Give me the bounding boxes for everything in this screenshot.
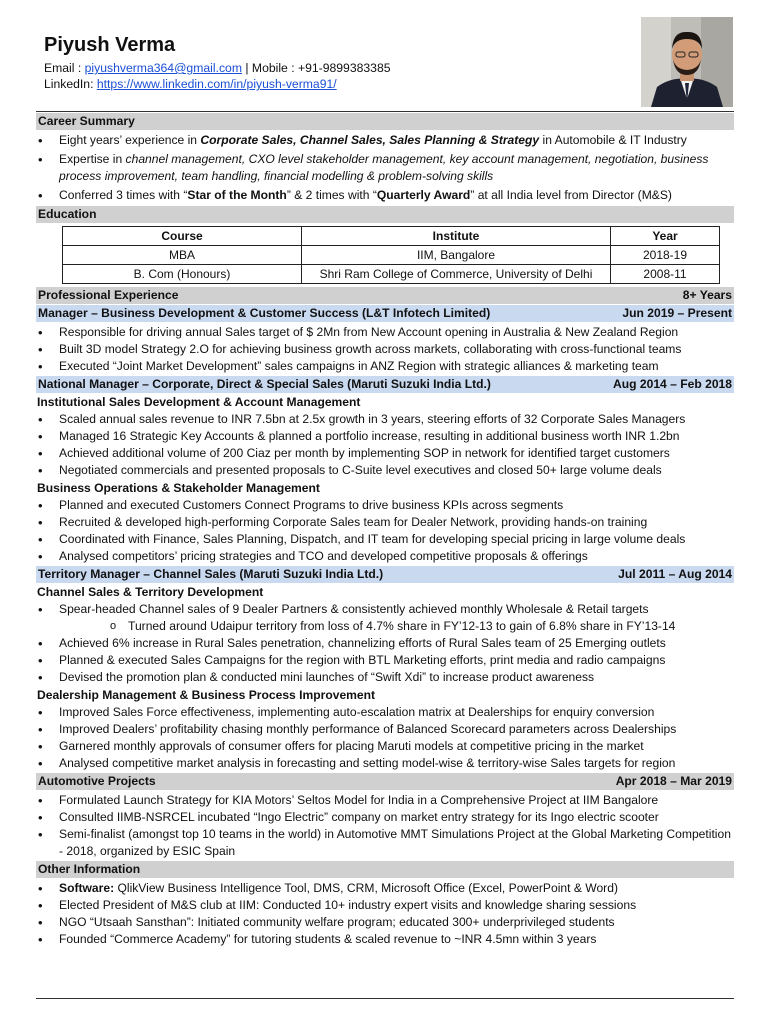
subheading: Channel Sales & Territory Development — [37, 585, 264, 599]
table-cell: MBA — [63, 246, 302, 265]
list-item: • Achieved 6% increase in Rural Sales penetration, channelizing efforts of Rural Sales team of 25 Emerging outlets — [36, 635, 734, 652]
lti-list — [36, 324, 734, 375]
linkedin-label: LinkedIn: — [44, 77, 97, 91]
subheading: Dealership Management & Business Process Improvement — [37, 688, 376, 702]
email-label: Email : — [44, 61, 85, 75]
email-link[interactable]: piyushverma364@gmail.com — [84, 61, 242, 75]
list-item: • Planned & executed Sales Campaigns for the region with BTL Marketing efforts, print media and radio campaigns — [36, 652, 734, 669]
table-cell: 2018-19 — [611, 246, 720, 265]
role-dates: Aug 2014 – Feb 2018 — [613, 377, 732, 391]
table-row — [63, 265, 720, 284]
role-title: Manager – Business Development & Customer Success (L&T Infotech Limited) — [38, 306, 491, 320]
list-item: • Improved Sales Force effectiveness, implementing auto-escalation matrix at Dealerships for enquiry conversion — [36, 704, 734, 721]
list-item: • Achieved additional volume of 200 Ciaz per month by implementing SOP in network for identified target customers — [36, 445, 734, 462]
table-cell: 2008-11 — [611, 265, 720, 284]
section-professional-experience — [36, 287, 734, 304]
list-item: • Improved Dealers’ profitability chasing monthly performance of Balanced Scorecard parameters across Dealerships — [36, 721, 734, 738]
role-title: National Manager – Corporate, Direct & Special Sales (Maruti Suzuki India Ltd.) — [38, 377, 491, 391]
mobile-text: | Mobile : +91-9899383385 — [241, 61, 391, 75]
table-header-row — [63, 227, 720, 246]
other-list — [36, 880, 734, 948]
candidate-name: Piyush Verma — [44, 34, 176, 56]
nm-list-1 — [36, 411, 734, 479]
nested-list-item: o Turned around Udaipur territory from loss of 4.7% share in FY’12-13 to gain of 6.8% share in FY’13-14 — [36, 618, 734, 635]
resume-content — [36, 112, 734, 948]
section-title: Other Information — [38, 862, 141, 876]
summary-list — [36, 132, 734, 204]
section-automotive-projects — [36, 773, 734, 790]
list-item: • Eight years’ experience in Corporate Sales, Channel Sales, Sales Planning & Strategy in Automobile & IT Industry — [36, 132, 734, 149]
nm-list-2 — [36, 497, 734, 565]
list-item: • Analysed competitors’ pricing strategies and TCO and developed competitive proposals & offerings — [36, 548, 734, 565]
list-item: • Negotiated commercials and presented proposals to C-Suite level executives and closed 50+ large volume deals — [36, 462, 734, 479]
role-header-national-manager — [36, 376, 734, 393]
list-item: • Scaled annual sales revenue to INR 7.5bn at 2.5x growth in 3 years, steering efforts of 32 Corporate Sales Managers — [36, 411, 734, 428]
list-item: • Built 3D model Strategy 2.O for achieving business growth across markets, collaborating with cross-functional teams — [36, 341, 734, 358]
tm-list-1 — [36, 601, 734, 686]
list-item: • Elected President of M&S club at IIM: Conducted 10+ industry expert visits and knowledge sharing sessions — [36, 897, 734, 914]
list-item: • Executed “Joint Market Development” sales campaigns in ANZ Region with strategic alliances & marketing team — [36, 358, 734, 375]
section-career-summary — [36, 113, 734, 130]
role-dates: Jun 2019 – Present — [622, 306, 732, 320]
role-header-lti — [36, 305, 734, 322]
table-cell: IIM, Bangalore — [302, 246, 611, 265]
tm-list-2 — [36, 704, 734, 772]
list-item: • Recruited & developed high-performing Corporate Sales team for Dealer Network, providing hands-on training — [36, 514, 734, 531]
role-dates: Jul 2011 – Aug 2014 — [618, 567, 732, 581]
table-header: Institute — [302, 227, 611, 246]
contact-info — [44, 60, 391, 92]
role-title: Territory Manager – Channel Sales (Maruti Suzuki India Ltd.) — [38, 567, 384, 581]
role-header-territory-manager — [36, 566, 734, 583]
profile-photo — [641, 17, 733, 107]
linkedin-link[interactable]: https://www.linkedin.com/in/piyush-verma91/ — [96, 77, 337, 91]
list-item: • Spear-headed Channel sales of 9 Dealer Partners & consistently achieved monthly Wholesale & Retail targets — [36, 601, 734, 618]
projects-dates: Apr 2018 – Mar 2019 — [615, 774, 732, 788]
section-title: Professional Experience — [38, 288, 179, 302]
table-cell: B. Com (Honours) — [63, 265, 302, 284]
table-header: Course — [63, 227, 302, 246]
list-item: • Analysed competitive market analysis in forecasting and setting model-wise & territory-wise Sales targets for region — [36, 755, 734, 772]
bottom-divider — [36, 998, 734, 999]
section-title: Education — [38, 207, 97, 221]
list-item: • Conferred 3 times with “Star of the Month” & 2 times with “Quarterly Award” at all India level from Director (M&S) — [36, 187, 734, 204]
list-item: • Responsible for driving annual Sales target of $ 2Mn from New Account opening in Australia & New Zealand Region — [36, 324, 734, 341]
list-item: • Coordinated with Finance, Sales Planning, Dispatch, and IT team for developing special pricing in large volume deals — [36, 531, 734, 548]
list-item: • Founded “Commerce Academy” for tutoring students & scaled revenue to ~INR 4.5mn within 3 years — [36, 931, 734, 948]
list-item: • Garnered monthly approvals of consumer offers for placing Maruti models at competitive pricing in the market — [36, 738, 734, 755]
table-row — [63, 246, 720, 265]
list-item: • Semi-finalist (amongst top 10 teams in the world) in Automotive MMT Simulations Project at the Global Marketing Competition - 2018, organized by ESIC Spain — [36, 826, 734, 860]
section-title: Career Summary — [38, 114, 135, 128]
list-item: • Consulted IIMB-NSRCEL incubated “Ingo Electric” company on market entry strategy for its Ingo electric scooter — [36, 809, 734, 826]
list-item: • Expertise in channel management, CXO level stakeholder management, key account management, negotiation, business process improvement, team handling, financial modelling & problem-solving skills — [36, 151, 734, 185]
section-title: Automotive Projects — [38, 774, 156, 788]
section-education — [36, 206, 734, 223]
list-item: • NGO “Utsaah Sansthan”: Initiated community welfare program; educated 300+ underprivileged students — [36, 914, 734, 931]
list-item: • Devised the promotion plan & conducted mini launches of “Swift Xdi” to increase product awareness — [36, 669, 734, 686]
list-item: • Formulated Launch Strategy for KIA Motors’ Seltos Model for India in a Comprehensive Project at IIM Bangalore — [36, 792, 734, 809]
education-table — [62, 226, 720, 284]
experience-years: 8+ Years — [682, 288, 732, 302]
list-item: • Managed 16 Strategic Key Accounts & planned a portfolio increase, resulting in additional business worth INR 1.2bn — [36, 428, 734, 445]
list-item: • Planned and executed Customers Connect Programs to drive business KPIs across segments — [36, 497, 734, 514]
section-other-information — [36, 861, 734, 878]
table-header: Year — [611, 227, 720, 246]
table-cell: Shri Ram College of Commerce, University of Delhi — [302, 265, 611, 284]
subheading: Business Operations & Stakeholder Management — [37, 481, 320, 495]
list-item: • Software: QlikView Business Intelligence Tool, DMS, CRM, Microsoft Office (Excel, PowerPoint & Word) — [36, 880, 734, 897]
projects-list — [36, 792, 734, 860]
subheading: Institutional Sales Development & Account Management — [37, 395, 361, 409]
